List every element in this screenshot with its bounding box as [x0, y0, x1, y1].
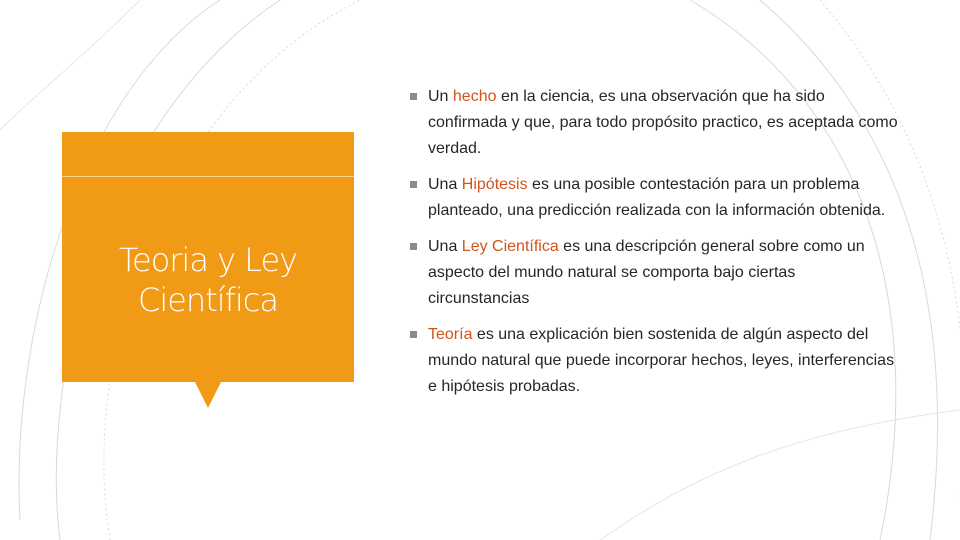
square-bullet-icon [410, 93, 417, 100]
title-panel-divider [62, 176, 354, 177]
slide-title-line-1: Teoria y Ley [118, 241, 298, 279]
bullet-item-teoria [410, 322, 900, 400]
bullet-term: Ley Científica [461, 238, 559, 255]
bullet-item-hipotesis [410, 172, 900, 224]
bullet-text-prefix: Un [428, 88, 453, 105]
slide-title [62, 240, 354, 320]
slide-title-line-2: Científica [138, 281, 278, 319]
title-panel-pointer [195, 382, 221, 408]
bullet-term: Hipótesis [461, 176, 528, 193]
bullet-text: es una descripción general sobre como un aspecto del mundo natural se comporta bajo ciertas circunstancias [428, 238, 865, 307]
square-bullet-icon [410, 181, 417, 188]
bullet-term: hecho [452, 88, 497, 105]
bullet-item-hecho [410, 84, 900, 162]
bullet-text-prefix: Una [428, 176, 462, 193]
bullet-item-ley-cientifica [410, 234, 900, 312]
bullet-text: es una posible contestación para un problema planteado, una predicción realizada con la información obtenida. [428, 176, 886, 219]
bullet-text: es una explicación bien sostenida de algún aspecto del mundo natural que puede incorporar hechos, leyes, interferencias e hipótesis probadas. [428, 326, 895, 395]
title-panel [62, 132, 354, 382]
square-bullet-icon [410, 243, 417, 250]
bullet-text: en la ciencia, es una observación que ha sido confirmada y que, para todo propósito practico, es aceptada como verdad. [428, 88, 898, 157]
bullet-term: Teoría [428, 326, 473, 343]
bullet-text-prefix: Una [428, 238, 462, 255]
square-bullet-icon [410, 331, 417, 338]
bullet-list [410, 84, 900, 410]
